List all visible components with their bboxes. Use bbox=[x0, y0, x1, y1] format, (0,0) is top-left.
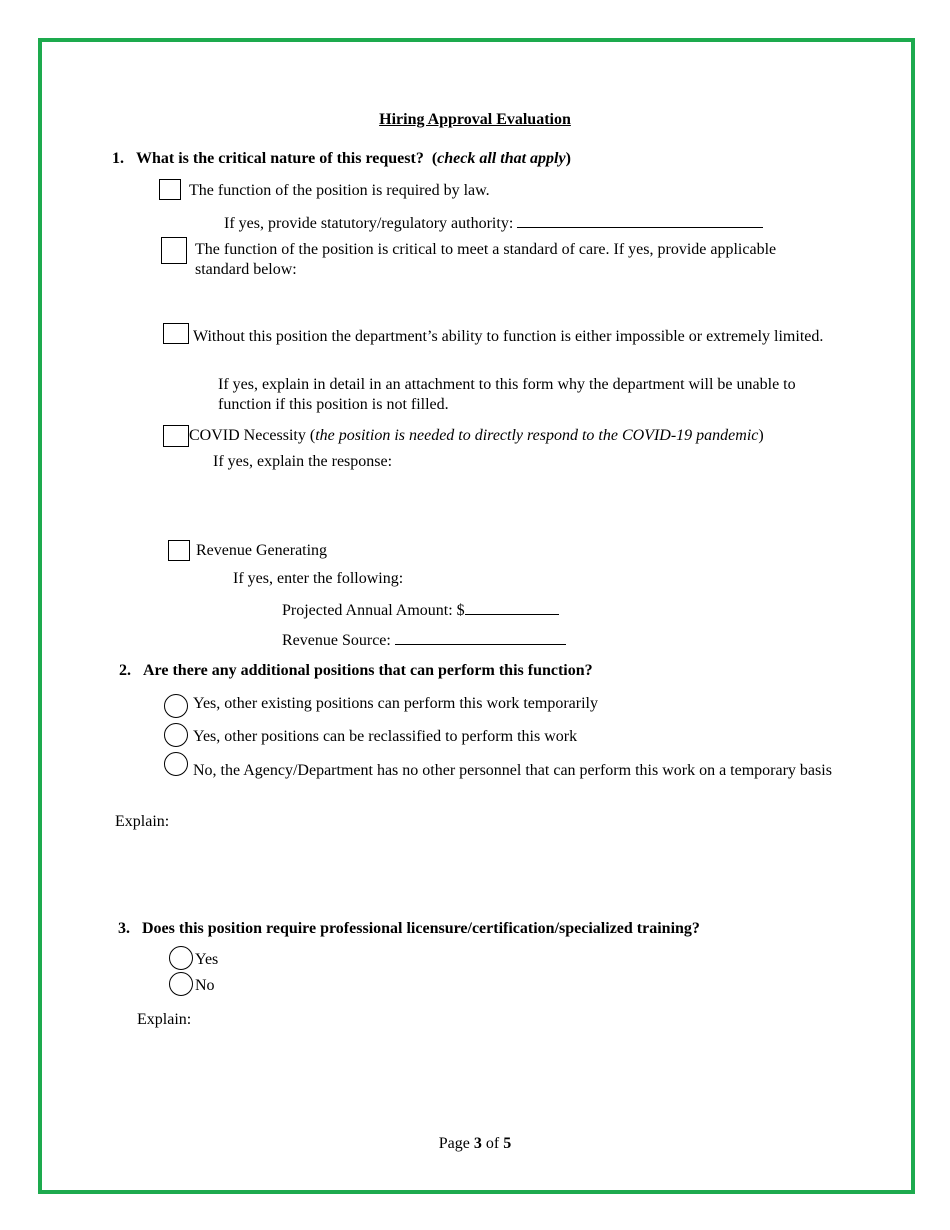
question-3-explain-label: Explain: bbox=[137, 1011, 192, 1028]
page-total: 5 bbox=[503, 1135, 512, 1152]
option-department-function-label: Without this position the department’s ability to function is either impossible or extremely limited. bbox=[193, 328, 824, 345]
question-2-number: 2. bbox=[119, 662, 131, 679]
hint-open: ( bbox=[431, 150, 438, 167]
law-authority-row bbox=[224, 213, 763, 234]
option-covid-necessity-label bbox=[189, 426, 764, 446]
option-temporary-label: Yes, other existing positions can perform this work temporarily bbox=[193, 695, 598, 712]
option-standard-of-care-label: The function of the position is critical to meet a standard of care. If yes, provide applicable standard below: bbox=[195, 241, 777, 278]
option-licensure-yes-label: Yes bbox=[195, 951, 219, 968]
page-of: of bbox=[485, 1135, 500, 1152]
radio-temporary[interactable] bbox=[164, 694, 188, 718]
covid-close: ) bbox=[758, 427, 764, 444]
page-number bbox=[0, 1134, 950, 1154]
question-2-explain-label: Explain: bbox=[115, 813, 170, 830]
revenue-source-field[interactable] bbox=[395, 630, 566, 645]
checkbox-department-function[interactable] bbox=[163, 323, 189, 344]
covid-followup: If yes, explain the response: bbox=[213, 453, 393, 470]
option-required-by-law-label: The function of the position is required by law. bbox=[189, 182, 490, 199]
question-3-number: 3. bbox=[118, 920, 130, 937]
question-2-text: Are there any additional positions that can perform this function? bbox=[143, 662, 593, 679]
law-authority-field[interactable] bbox=[517, 213, 763, 228]
revenue-followup: If yes, enter the following: bbox=[233, 570, 404, 587]
option-revenue-generating-label: Revenue Generating bbox=[196, 542, 328, 559]
page-current: 3 bbox=[473, 1135, 482, 1152]
department-function-followup: If yes, explain in detail in an attachment to this form why the department will be unable to function if this position is not filled. bbox=[218, 376, 796, 413]
question-1-number: 1. bbox=[112, 150, 124, 167]
covid-label: COVID Necessity ( bbox=[189, 427, 316, 444]
hint-close: ) bbox=[565, 150, 571, 167]
revenue-amount-row bbox=[282, 600, 559, 621]
revenue-source-label: Revenue Source: bbox=[282, 632, 391, 649]
page-prefix: Page bbox=[438, 1135, 470, 1152]
checkbox-standard-of-care[interactable] bbox=[161, 237, 187, 264]
covid-italic-note: the position is needed to directly respond to the COVID-19 pandemic bbox=[315, 427, 759, 444]
checkbox-required-by-law[interactable] bbox=[159, 179, 181, 200]
revenue-source-row bbox=[282, 630, 566, 651]
radio-reclassified[interactable] bbox=[164, 723, 188, 747]
question-2 bbox=[119, 661, 593, 681]
option-licensure-no-label: No bbox=[195, 977, 215, 994]
law-authority-label: If yes, provide statutory/regulatory authority: bbox=[224, 215, 514, 232]
radio-licensure-no[interactable] bbox=[169, 972, 193, 996]
question-1-text: What is the critical nature of this request? bbox=[136, 150, 424, 167]
checkbox-covid-necessity[interactable] bbox=[163, 425, 189, 447]
question-3-text: Does this position require professional licensure/certification/specialized training? bbox=[142, 920, 700, 937]
option-no-personnel-label: No, the Agency/Department has no other personnel that can perform this work on a temporary basis bbox=[193, 762, 832, 779]
revenue-amount-label: Projected Annual Amount: $ bbox=[282, 602, 465, 619]
revenue-amount-field[interactable] bbox=[465, 600, 559, 615]
question-3 bbox=[118, 919, 700, 939]
checkbox-revenue-generating[interactable] bbox=[168, 540, 190, 561]
radio-licensure-yes[interactable] bbox=[169, 946, 193, 970]
question-1 bbox=[112, 149, 571, 169]
option-reclassified-label: Yes, other positions can be reclassified to perform this work bbox=[193, 728, 578, 745]
page-title: Hiring Approval Evaluation bbox=[379, 111, 571, 128]
question-1-hint: check all that apply bbox=[437, 150, 566, 167]
